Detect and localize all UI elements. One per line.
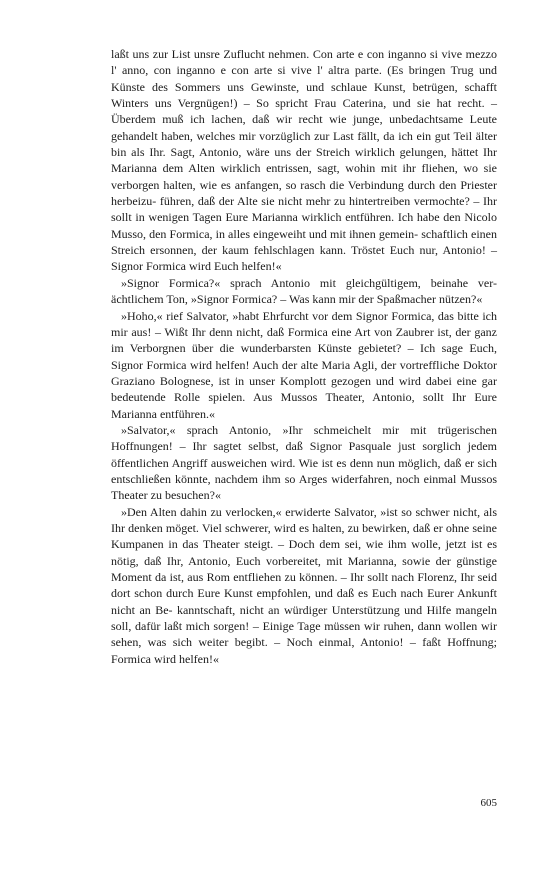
paragraph-4: »Salvator,« sprach Antonio, »Ihr schmeichelt mir mit trügerischen Hoffnungen! – Ihr sagtet selbst, daß Signor Pasquale just sorglich jedem öffentlichen Angriff ausweichen wird. Wie ist es denn nun möglich, daß er sich entschließen könnte, nachdem ihm so Arges widerfahren, noch einmal Mussos Theater zu besuchen?« <box>111 422 497 503</box>
paragraph-3: »Hoho,« rief Salvator, »habt Ehrfurcht vor dem Signor Formica, das bitte ich mir aus! – Wißt Ihr denn nicht, daß Formica eine Art von Zaubrer ist, der ganz im Verborgnen über die wunderbarsten Künste gebietet? – Ich sage Euch, Signor Formica wird helfen! Auch der alte Maria Agli, der vortreffliche Doktor Graziano Bolognese, ist in unser Komplott gezogen und wird dabei eine gar bedeutende Rolle spielen. Aus Mussos Theater, Antonio, sollt Ihr Eure Marianna entführen.« <box>111 308 497 421</box>
paragraph-1: laßt uns zur List unsre Zuflucht nehmen. Con arte e con inganno si vive mezzo l' anno, con inganno e con arte si vive l' altra parte. (Es bringen Trug und Künste des Sommers uns Gewinste, und schlaue Kunst, betrügen, schafft Winters uns Vergnügen!) – So spricht Frau Caterina, und sie hat recht. – Überdem muß ich lachen, daß wir recht wie junge, unbedachtsame Leute gehandelt haben, welches mir vorzüglich zur Last fällt, da ich ein gut Teil älter bin als Ihr. Sagt, Antonio, wäre uns der Streich wirklich gelungen, hättet Ihr Marianna dem Alten wirklich entrissen, sagt, wohin mit ihr fliehen, wo sie verborgen halten, wie es anfangen, so rasch die Verbindung durch den Priester herbeizu- führen, daß der Alte sie nicht mehr zu hintertreiben vermochte? – Ihr sollt in wenigen Tagen Eure Marianna wirklich entführen. Ich habe den Nicolo Musso, den Formica, in alles eingeweiht und mit ihnen gemein- schaftlich einen Streich ersonnen, der kaum fehlschlagen kann. Tröstet Euch nur, Antonio! – Signor Formica wird Euch helfen!« <box>111 47 497 274</box>
paragraph-2: »Signor Formica?« sprach Antonio mit gleichgültigem, beinahe ver- ächtlichem Ton, »Signor Formica? – Was kann mir der Spaßmacher nützen?« <box>111 275 497 307</box>
body-text <box>111 46 497 667</box>
paragraph-5: »Den Alten dahin zu verlocken,« erwiderte Salvator, »ist so schwer nicht, als Ihr denken möget. Viel schwerer, wird es halten, zu bewirken, daß er ohne seine Kumpanen in das Theater steigt. – Doch dem sei, wie ihm wolle, jetzt ist es nötig, daß Ihr, Antonio, Euch vorbereitet, mit Marianna, sowie der günstige Moment da ist, aus Rom entfliehen zu können. – Ihr sollt nach Florenz, Ihr seid dort schon durch Eure Kunst empfohlen, und daß es Euch nach Eurer Ankunft nicht an Be- kanntschaft, nicht an würdiger Unterstützung und Hilfe mangeln soll, dafür laßt mich sorgen! – Einige Tage müssen wir ruhen, dann wollen wir sehen, was sich weiter begibt. – Noch einmal, Antonio! – faßt Hoffnung; Formica wird helfen!« <box>111 504 497 666</box>
page-number: 605 <box>480 797 497 809</box>
